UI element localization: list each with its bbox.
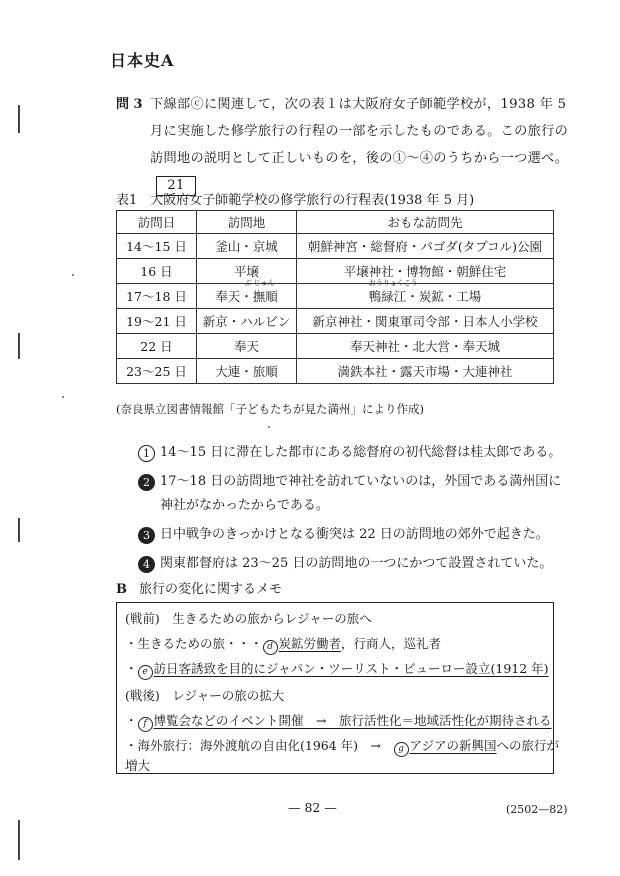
cell-place: 大連・旅順 <box>197 359 297 384</box>
choice-4[interactable] <box>138 552 568 576</box>
cell-sites: 平壌神社・博物館・朝鮮住宅 <box>297 259 554 284</box>
cell-sites: 新京神社・関東軍司令部・日本人小学校 <box>297 309 554 334</box>
margin-mark <box>18 105 20 133</box>
underline-f: 博覧会などのイベント開催 → 旅行活性化＝地域活性化が期待される <box>153 713 552 728</box>
table-row <box>117 359 554 384</box>
scan-dot <box>72 274 74 276</box>
choice-3[interactable] <box>138 523 568 547</box>
memo-line-4 <box>125 736 559 757</box>
memo-line-1 <box>125 634 441 655</box>
marker-f: f <box>138 717 153 732</box>
section-b-label: B <box>116 582 127 597</box>
place-with-ruby <box>215 279 278 305</box>
cell-sites: 奉天神社・北大営・奉天城 <box>297 334 554 359</box>
cell-date: 17～18 日 <box>117 284 197 309</box>
table-row <box>117 259 554 284</box>
cell-date: 23～25 日 <box>117 359 197 384</box>
sites-ruby: おうりょくこう <box>368 279 418 287</box>
marker-e: e <box>138 665 153 680</box>
marker-g: g <box>394 742 409 757</box>
page-code: (2502—82) <box>506 803 568 816</box>
cell-sites: 朝鮮神宮・総督府・パゴダ(タプコル)公園 <box>297 234 554 259</box>
place-ruby: ぶ じゅん <box>244 279 275 287</box>
sites-with-ruby <box>368 279 482 305</box>
place-text: 奉天・撫順 <box>215 289 278 304</box>
table-caption: 表1 大阪府女子師範学校の修学旅行の行程表(1938 年 5 月) <box>116 193 475 208</box>
memo-line-4-cont: 増大 <box>125 758 151 773</box>
cell-place: 新京・ハルビン <box>197 309 297 334</box>
cell-date: 19～21 日 <box>117 309 197 334</box>
margin-mark <box>18 518 20 542</box>
choice-text: 14～15 日に滞在した都市にある総督府の初代総督は桂太郎である。 <box>160 445 562 460</box>
choice-text: 日中戦争のきっかけとなる衝突は 22 日の訪問地の郊外で起きた。 <box>160 527 549 542</box>
table-source-note: (奈良県立図書情報館「子どもたちが見た満州」により作成) <box>116 402 424 416</box>
section-b-title: 旅行の変化に関するメモ <box>139 582 283 597</box>
table-row <box>117 334 554 359</box>
marker-d: d <box>263 640 278 655</box>
cell-sites: 満鉄本社・露天市場・大連神社 <box>297 359 554 384</box>
choice-mark: 4 <box>138 556 155 573</box>
question-body: 下線部ⓒに関連して，次の表１は大阪府女子師範学校が，1938 年 5 月に実施した修学旅行の行程の一部を示したものである。この旅行の訪問地の説明として正しいものを，後の①～④のうちから一つ選べ。 <box>150 97 569 166</box>
choice-mark: 2 <box>138 474 155 491</box>
bullet: ・ <box>125 661 138 676</box>
choice-mark: 1 <box>138 445 155 462</box>
cell-place <box>197 279 297 309</box>
memo-line-1-prefix: ・生きるための旅・・・ <box>125 636 263 651</box>
underline-d: 炭鉱労働者 <box>278 636 342 651</box>
cell-place: 奉天 <box>197 334 297 359</box>
choice-2[interactable] <box>138 470 568 518</box>
scan-dot <box>62 396 64 398</box>
question-text <box>150 91 580 199</box>
choice-1[interactable] <box>138 441 568 465</box>
memo-line-4-prefix: ・海外旅行：海外渡航の自由化(1964 年) → <box>125 738 394 753</box>
underline-e: 訪日客誘致を目的にジャパン・ツーリスト・ビューロー設立(1912 年) <box>153 661 549 676</box>
memo-line-4-suffix: への旅行が <box>496 738 560 753</box>
page-number: — 82 — <box>288 800 337 815</box>
question-number: 問 3 <box>116 97 143 112</box>
cell-date: 22 日 <box>117 334 197 359</box>
cell-date: 14～15 日 <box>117 234 197 259</box>
memo-line-3 <box>125 711 552 732</box>
header-date: 訪問日 <box>117 211 197 234</box>
itinerary-table <box>116 210 554 384</box>
memo-box <box>116 602 560 774</box>
memo-prewar-heading: (戦前) 生きるための旅からレジャーの旅へ <box>125 611 372 626</box>
bullet: ・ <box>125 713 138 728</box>
choice-mark: 3 <box>138 527 155 544</box>
header-place: 訪問地 <box>197 211 297 234</box>
margin-mark <box>18 333 20 359</box>
table-row <box>117 234 554 259</box>
scan-dot <box>268 426 270 428</box>
table-row <box>117 309 554 334</box>
margin-mark <box>18 820 20 860</box>
memo-line-1-suffix: ，行商人，巡礼者 <box>341 636 442 651</box>
cell-date: 16 日 <box>117 259 197 284</box>
table-row <box>117 284 554 309</box>
cell-place: 釜山・京城 <box>197 234 297 259</box>
table-header-row <box>117 211 554 234</box>
memo-line-2 <box>125 659 549 680</box>
sites-text: 鴨緑江・炭鉱・工場 <box>368 289 482 304</box>
answer-box: 21 <box>156 176 196 196</box>
cell-place: 平壌 <box>197 259 297 284</box>
choice-text: 関東都督府は 23～25 日の訪問地の一つにかつて設置されていた。 <box>160 556 553 571</box>
section-b-heading <box>116 578 282 597</box>
memo-postwar-heading: (戦後) レジャーの旅の拡大 <box>125 688 285 703</box>
cell-sites <box>297 279 554 309</box>
answer-choices <box>138 441 568 581</box>
header-sites: おもな訪問先 <box>297 211 554 234</box>
underline-g: アジアの新興国 <box>409 738 497 753</box>
choice-text: 17～18 日の訪問地で神社を訪れていないのは，外国である満州国に神社がなかったからである。 <box>160 474 562 513</box>
section-title: 日本史A <box>110 51 175 70</box>
